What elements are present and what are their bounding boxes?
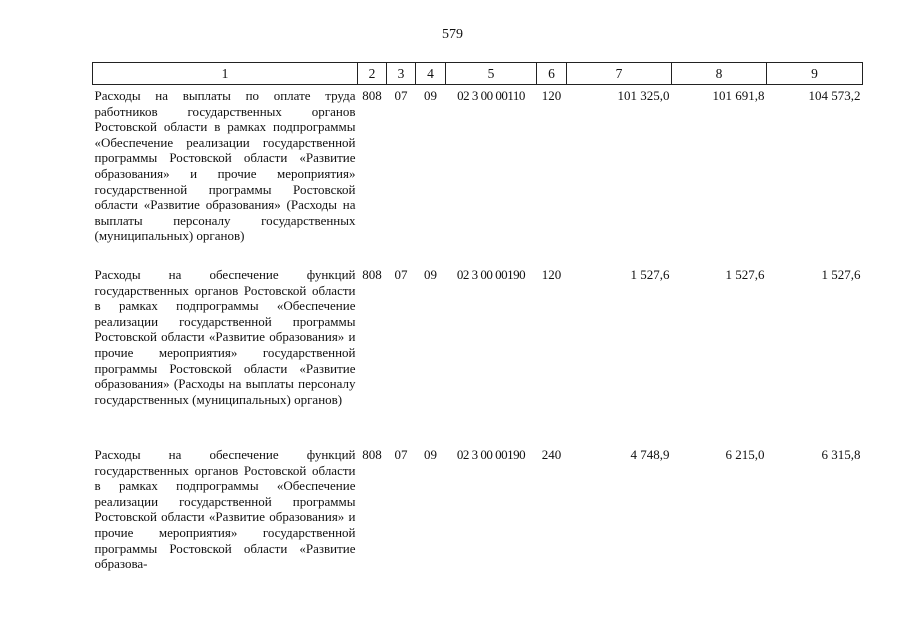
table-row: [93, 85, 863, 265]
column-header: 4: [416, 63, 446, 85]
budget-table: [92, 62, 863, 577]
target-article-code: 02 3 00 00190: [456, 447, 526, 462]
row-description: Расходы на обеспечение функций государственных органов Ростовской области в рамках подпрограммы «Обеспечение реализации государственной программы Ростовской области «Развитие образования» и прочие мероприятия» государственной программы Ростовской области «Развитие образования» (Расходы на выплаты персоналу государственных (муниципальных) органов): [94, 267, 356, 407]
ministry-code: 808: [362, 88, 382, 103]
amount-col9: 6 315,8: [821, 447, 861, 462]
subsection-code: 09: [424, 267, 437, 282]
amount-col9: 1 527,6: [821, 267, 861, 282]
table-row: [93, 264, 863, 444]
row-description: Расходы на выплаты по оплате труда работников государственных органов Ростовской области в рамках подпрограммы «Обеспечение реализации государственной программы Ростовской области «Развитие образования» и прочие мероприятия» государственной программы Ростовской области «Развитие образования» (Расходы на выплаты персоналу государственных (муниципальных) органов): [94, 88, 356, 244]
column-header: 8: [672, 63, 767, 85]
expense-type-code: 240: [541, 447, 562, 462]
amount-col7: 1 527,6: [630, 267, 670, 282]
amount-col7: 4 748,9: [630, 447, 670, 462]
column-header: 2: [358, 63, 387, 85]
row-description: Расходы на обеспечение функций государственных органов Ростовской области в рамках подпрограммы «Обеспечение реализации государственной программы Ростовской области «Развитие образования» и прочие мероприятия» государственной программы Ростовской области «Развитие образова-: [94, 447, 356, 572]
amount-col8: 101 691,8: [712, 88, 765, 103]
expense-type-code: 120: [541, 88, 562, 103]
column-header: 3: [387, 63, 416, 85]
section-code: 07: [394, 447, 408, 462]
subsection-code: 09: [424, 447, 437, 462]
amount-col7: 101 325,0: [617, 88, 670, 103]
target-article-code: 02 3 00 00110: [457, 88, 525, 103]
table-row: [93, 444, 863, 577]
ministry-code: 808: [362, 267, 382, 282]
section-code: 07: [394, 267, 408, 282]
amount-col9: 104 573,2: [808, 88, 861, 103]
column-header: 1: [93, 63, 358, 85]
table-header-row: [93, 63, 863, 85]
amount-col8: 6 215,0: [725, 447, 765, 462]
amount-col8: 1 527,6: [725, 267, 765, 282]
ministry-code: 808: [362, 447, 382, 462]
column-header: 6: [537, 63, 567, 85]
subsection-code: 09: [424, 88, 437, 103]
section-code: 07: [394, 88, 408, 103]
expense-type-code: 120: [541, 267, 562, 282]
column-header: 7: [567, 63, 672, 85]
column-header: 5: [446, 63, 537, 85]
target-article-code: 02 3 00 00190: [456, 267, 526, 282]
page-number: 579: [442, 27, 463, 42]
column-header: 9: [767, 63, 863, 85]
